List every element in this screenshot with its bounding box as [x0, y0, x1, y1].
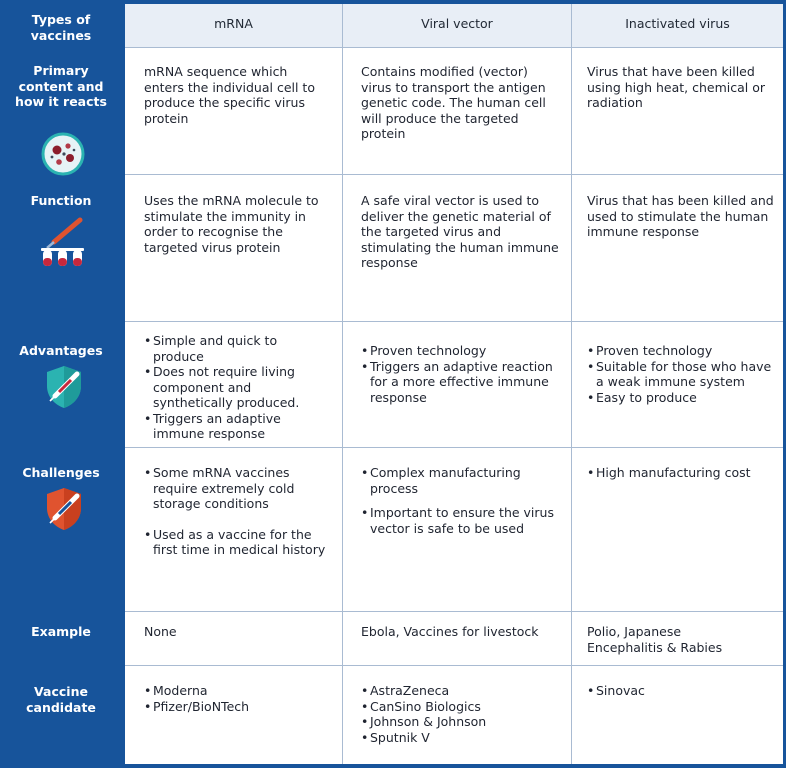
- cell-text: Virus that has been killed and used to stimulate the human immune response: [587, 193, 774, 239]
- cell-advantages-mrna: [144, 333, 329, 442]
- cell-example-inactivated: [587, 624, 747, 655]
- column-header-inactivated-virus: Inactivated virus: [572, 4, 783, 47]
- list-item: • Triggers an adaptive reaction for a more effective immune response: [361, 359, 563, 406]
- cell-primary-inactivated: [587, 64, 779, 111]
- cell-challenges-mrna: [144, 465, 329, 558]
- list-item: • Johnson & Johnson: [361, 714, 563, 730]
- cell-primary-mrna: [144, 64, 329, 126]
- teal-shield-syringe-icon: [43, 364, 85, 414]
- list-item: • Suitable for those who have a weak immune system: [587, 359, 781, 390]
- red-shield-syringe-icon: [43, 486, 85, 536]
- grid-line: [571, 4, 572, 764]
- grid-line: [342, 4, 343, 764]
- row-label-challenges: Challenges: [22, 465, 100, 480]
- grid-line: [125, 47, 783, 48]
- cell-text: A safe viral vector is used to deliver the genetic material of the targeted virus and stimulating the human immune response: [361, 193, 559, 270]
- list-item: • AstraZeneca: [361, 683, 563, 699]
- cell-text: Polio, Japanese Encephalitis & Rabies: [587, 624, 723, 655]
- cell-text: mRNA sequence which enters the individual cell to produce the specific virus protein: [144, 64, 315, 126]
- grid-line: [125, 321, 783, 322]
- list-item: • Some mRNA vaccines require extremely cold storage conditions: [144, 465, 329, 512]
- cell-advantages-viral-vector: [361, 343, 563, 405]
- cell-candidate-mrna: [144, 683, 329, 714]
- grid-line: [125, 611, 783, 612]
- pipette-test-tubes-icon: [40, 216, 86, 278]
- column-header-mrna: mRNA: [125, 4, 342, 47]
- list-item: • Easy to produce: [587, 390, 781, 406]
- list-item: • High manufacturing cost: [587, 465, 781, 481]
- row-label-primary-content: Primary content and how it reacts: [15, 63, 107, 109]
- cell-text: Ebola, Vaccines for livestock: [361, 624, 539, 639]
- list-item: • Moderna: [144, 683, 329, 699]
- row-label-advantages: Advantages: [19, 343, 103, 358]
- cell-text: Uses the mRNA molecule to stimulate the immunity in order to recognise the targeted virus protein: [144, 193, 319, 255]
- cell-challenges-inactivated: [587, 465, 781, 481]
- corner-label: Types of vaccines: [30, 12, 92, 43]
- list-item: • Used as a vaccine for the first time in medical history: [144, 527, 329, 558]
- column-header-viral-vector: Viral vector: [343, 4, 571, 47]
- row-label-function: Function: [30, 193, 92, 208]
- cell-function-viral-vector: [361, 193, 561, 271]
- cell-example-mrna: [144, 624, 329, 640]
- list-item: • Proven technology: [361, 343, 563, 359]
- list-item: • Sinovac: [587, 683, 781, 699]
- list-item: • Proven technology: [587, 343, 781, 359]
- cell-candidate-viral-vector: [361, 683, 563, 745]
- cell-advantages-inactivated: [587, 343, 781, 405]
- list-item: • Does not require living component and synthetically produced.: [144, 364, 329, 411]
- cell-candidate-inactivated: [587, 683, 781, 699]
- cell-function-mrna: [144, 193, 329, 255]
- cell-text: None: [144, 624, 177, 639]
- list-item: • Complex manufacturing process: [361, 465, 563, 496]
- row-label-vaccine-candidate: Vaccine candidate: [26, 684, 96, 715]
- list-item: • Sputnik V: [361, 730, 563, 746]
- list-item: • Important to ensure the virus vector is safe to be used: [361, 505, 563, 536]
- cell-text: Contains modified (vector) virus to transport the antigen genetic code. The human cell will produce the targeted protein: [361, 64, 546, 141]
- list-item: • Triggers an adaptive immune response: [144, 411, 329, 442]
- virus-petri-dish-icon: [41, 132, 85, 180]
- row-label-example: Example: [31, 624, 91, 639]
- grid-line: [125, 174, 783, 175]
- list-item: • Pfizer/BioNTech: [144, 699, 329, 715]
- list-item: • CanSino Biologics: [361, 699, 563, 715]
- cell-text: Virus that have been killed using high heat, chemical or radiation: [587, 64, 765, 110]
- list-item: • Simple and quick to produce: [144, 333, 329, 364]
- comparison-table: [125, 4, 783, 764]
- cell-example-viral-vector: [361, 624, 563, 640]
- grid-line: [125, 665, 783, 666]
- grid-line: [125, 447, 783, 448]
- cell-function-inactivated: [587, 193, 781, 240]
- cell-primary-viral-vector: [361, 64, 561, 142]
- cell-challenges-viral-vector: [361, 465, 563, 536]
